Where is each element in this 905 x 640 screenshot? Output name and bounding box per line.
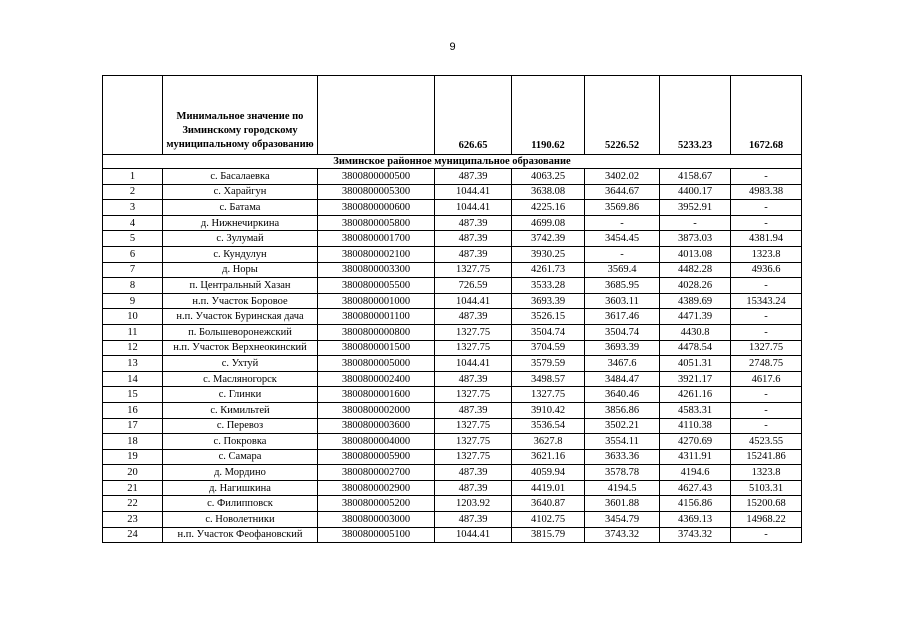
value-4: 4158.67 [660,169,731,185]
settlement-name: с. Батама [163,200,318,216]
value-2: 3742.39 [512,231,585,247]
value-2: 3693.39 [512,293,585,309]
value-5: - [731,418,802,434]
value-2: 3526.15 [512,309,585,325]
value-2: 3640.87 [512,496,585,512]
oktmo-code: 3800800000800 [318,324,435,340]
value-2: 3638.08 [512,184,585,200]
oktmo-code: 3800800001000 [318,293,435,309]
oktmo-code: 3800800001100 [318,309,435,325]
table-row [103,434,802,450]
row-number: 17 [103,418,163,434]
value-5: 15343.24 [731,293,802,309]
oktmo-code: 3800800005100 [318,527,435,543]
table-row [103,418,802,434]
value-5: - [731,309,802,325]
table-row [103,293,802,309]
value-2: 3621.16 [512,449,585,465]
row-number: 21 [103,480,163,496]
table-row [103,324,802,340]
row-number: 1 [103,169,163,185]
row-number: 19 [103,449,163,465]
settlement-name: с. Самара [163,449,318,465]
value-4: 3921.17 [660,371,731,387]
table-row [103,340,802,356]
section-title: Зиминское районное муниципальное образование [103,155,802,169]
value-5: 4523.55 [731,434,802,450]
value-1: 487.39 [435,480,512,496]
header-value-3: 5226.52 [585,76,660,155]
value-2: 3533.28 [512,278,585,294]
oktmo-code: 3800800001700 [318,231,435,247]
header-value-2: 1190.62 [512,76,585,155]
page-number: 9 [449,41,456,53]
oktmo-code: 3800800005800 [318,215,435,231]
value-3: 3640.46 [585,387,660,403]
table-row [103,449,802,465]
value-3: 3554.11 [585,434,660,450]
table-row [103,527,802,543]
row-number: 11 [103,324,163,340]
table-row [103,496,802,512]
oktmo-code: 3800800005000 [318,356,435,372]
value-4: 4270.69 [660,434,731,450]
value-3: 3454.45 [585,231,660,247]
header-value-5: 1672.68 [731,76,802,155]
value-2: 3627.8 [512,434,585,450]
row-number: 3 [103,200,163,216]
settlement-name: н.п. Участок Буринская дача [163,309,318,325]
value-5: - [731,527,802,543]
value-2: 3930.25 [512,246,585,262]
row-number: 20 [103,465,163,481]
row-number: 24 [103,527,163,543]
value-1: 487.39 [435,371,512,387]
value-3: 3484.47 [585,371,660,387]
row-number: 16 [103,402,163,418]
row-number: 13 [103,356,163,372]
value-3: 3467.6 [585,356,660,372]
settlement-name: с. Кимильтей [163,402,318,418]
row-number: 6 [103,246,163,262]
table-row [103,387,802,403]
table-row [103,215,802,231]
value-1: 1044.41 [435,200,512,216]
value-3: 3644.67 [585,184,660,200]
settlement-name: п. Большеворонежский [163,324,318,340]
value-1: 1327.75 [435,387,512,403]
value-2: 4063.25 [512,169,585,185]
row-number: 5 [103,231,163,247]
table-row [103,200,802,216]
oktmo-code: 3800800000600 [318,200,435,216]
value-1: 487.39 [435,402,512,418]
value-2: 4261.73 [512,262,585,278]
section-row [103,155,802,169]
header-label: Минимальное значение по Зиминскому городскому муниципальному образованию [163,76,318,155]
value-1: 726.59 [435,278,512,294]
value-1: 487.39 [435,512,512,528]
header-num-cell [103,76,163,155]
table-row [103,480,802,496]
value-5: 4983.38 [731,184,802,200]
settlement-name: с. Филипповск [163,496,318,512]
row-number: 10 [103,309,163,325]
settlement-name: с. Зулумай [163,231,318,247]
oktmo-code: 3800800005200 [318,496,435,512]
value-3: 3617.46 [585,309,660,325]
settlement-name: с. Кундулун [163,246,318,262]
header-code-cell [318,76,435,155]
value-5: 4617.6 [731,371,802,387]
value-4: 4471.39 [660,309,731,325]
row-number: 2 [103,184,163,200]
value-4: 4478.54 [660,340,731,356]
oktmo-code: 3800800005300 [318,184,435,200]
value-2: 3579.59 [512,356,585,372]
value-1: 1327.75 [435,340,512,356]
table-row [103,184,802,200]
value-4: 4400.17 [660,184,731,200]
table-row [103,231,802,247]
header-row [103,76,802,155]
oktmo-code: 3800800005500 [318,278,435,294]
value-5: - [731,200,802,216]
row-number: 23 [103,512,163,528]
value-1: 487.39 [435,246,512,262]
value-4: 3952.91 [660,200,731,216]
value-4: 4627.43 [660,480,731,496]
value-2: 3504.74 [512,324,585,340]
row-number: 12 [103,340,163,356]
oktmo-code: 3800800003000 [318,512,435,528]
oktmo-code: 3800800002100 [318,246,435,262]
value-5: 15200.68 [731,496,802,512]
oktmo-code: 3800800001600 [318,387,435,403]
value-3: 3685.95 [585,278,660,294]
value-2: 3910.42 [512,402,585,418]
oktmo-code: 3800800005900 [318,449,435,465]
settlement-name: н.п. Участок Верхнеокинский [163,340,318,356]
row-number: 4 [103,215,163,231]
value-4: 4110.38 [660,418,731,434]
row-number: 8 [103,278,163,294]
header-value-1: 626.65 [435,76,512,155]
settlement-name: с. Глинки [163,387,318,403]
settlement-name: д. Нагишкина [163,480,318,496]
value-5: - [731,215,802,231]
value-4: 4194.6 [660,465,731,481]
value-5: 14968.22 [731,512,802,528]
table-row [103,262,802,278]
settlement-name: д. Нижнечиркина [163,215,318,231]
value-4: 4261.16 [660,387,731,403]
value-1: 487.39 [435,215,512,231]
value-3: 4194.5 [585,480,660,496]
value-1: 1327.75 [435,262,512,278]
value-1: 487.39 [435,231,512,247]
settlement-name: с. Покровка [163,434,318,450]
table-row [103,246,802,262]
value-2: 4059.94 [512,465,585,481]
row-number: 18 [103,434,163,450]
value-5: 1323.8 [731,465,802,481]
value-5: 5103.31 [731,480,802,496]
oktmo-code: 3800800003300 [318,262,435,278]
value-4: 3743.32 [660,527,731,543]
value-5: - [731,402,802,418]
table-row [103,356,802,372]
oktmo-code: 3800800000500 [318,169,435,185]
value-3: 3569.86 [585,200,660,216]
value-5: 4381.94 [731,231,802,247]
oktmo-code: 3800800003600 [318,418,435,434]
value-1: 1327.75 [435,434,512,450]
header-value-4: 5233.23 [660,76,731,155]
value-3: 3504.74 [585,324,660,340]
oktmo-code: 3800800002900 [318,480,435,496]
table-row [103,169,802,185]
value-5: - [731,324,802,340]
value-4: 4156.86 [660,496,731,512]
value-3: 3454.79 [585,512,660,528]
value-1: 1044.41 [435,293,512,309]
value-3: 3743.32 [585,527,660,543]
value-3: 3633.36 [585,449,660,465]
table-row [103,309,802,325]
value-5: 15241.86 [731,449,802,465]
value-3: - [585,246,660,262]
settlement-name: п. Центральный Хазан [163,278,318,294]
value-2: 1327.75 [512,387,585,403]
value-1: 1327.75 [435,324,512,340]
value-4: 3873.03 [660,231,731,247]
oktmo-code: 3800800002700 [318,465,435,481]
value-2: 3815.79 [512,527,585,543]
value-4: 4389.69 [660,293,731,309]
value-4: - [660,215,731,231]
value-5: - [731,278,802,294]
value-1: 487.39 [435,465,512,481]
value-5: 2748.75 [731,356,802,372]
oktmo-code: 3800800002400 [318,371,435,387]
settlement-name: с. Ухтуй [163,356,318,372]
value-2: 4225.16 [512,200,585,216]
settlement-name: с. Харайгун [163,184,318,200]
value-1: 1044.41 [435,527,512,543]
value-3: 3856.86 [585,402,660,418]
value-3: - [585,215,660,231]
value-3: 3693.39 [585,340,660,356]
value-1: 1203.92 [435,496,512,512]
value-4: 4028.26 [660,278,731,294]
settlement-name: с. Новолетники [163,512,318,528]
oktmo-code: 3800800002000 [318,402,435,418]
row-number: 9 [103,293,163,309]
value-3: 3402.02 [585,169,660,185]
row-number: 14 [103,371,163,387]
table-row [103,465,802,481]
value-4: 4430.8 [660,324,731,340]
settlement-name: н.п. Участок Феофановский [163,527,318,543]
value-3: 3502.21 [585,418,660,434]
value-5: 1323.8 [731,246,802,262]
table-row [103,402,802,418]
value-3: 3578.78 [585,465,660,481]
settlement-name: д. Мордино [163,465,318,481]
oktmo-code: 3800800001500 [318,340,435,356]
value-1: 1044.41 [435,184,512,200]
settlement-name: д. Норы [163,262,318,278]
value-4: 4482.28 [660,262,731,278]
settlement-name: н.п. Участок Боровое [163,293,318,309]
value-3: 3569.4 [585,262,660,278]
settlement-name: с. Перевоз [163,418,318,434]
value-2: 3704.59 [512,340,585,356]
value-2: 3498.57 [512,371,585,387]
row-number: 15 [103,387,163,403]
value-4: 4583.31 [660,402,731,418]
oktmo-code: 3800800004000 [318,434,435,450]
row-number: 22 [103,496,163,512]
value-1: 487.39 [435,309,512,325]
value-5: 4936.6 [731,262,802,278]
settlement-name: с. Масляногорск [163,371,318,387]
value-4: 4013.08 [660,246,731,262]
value-2: 4102.75 [512,512,585,528]
value-1: 1327.75 [435,449,512,465]
value-1: 1327.75 [435,418,512,434]
value-2: 3536.54 [512,418,585,434]
value-4: 4311.91 [660,449,731,465]
table-row [103,512,802,528]
value-3: 3603.11 [585,293,660,309]
value-3: 3601.88 [585,496,660,512]
table-row [103,371,802,387]
table-row [103,278,802,294]
value-1: 487.39 [435,169,512,185]
value-5: - [731,387,802,403]
value-2: 4419.01 [512,480,585,496]
data-table [102,75,802,543]
value-4: 4051.31 [660,356,731,372]
value-5: - [731,169,802,185]
value-1: 1044.41 [435,356,512,372]
value-4: 4369.13 [660,512,731,528]
settlement-name: с. Басалаевка [163,169,318,185]
value-2: 4699.08 [512,215,585,231]
row-number: 7 [103,262,163,278]
value-5: 1327.75 [731,340,802,356]
